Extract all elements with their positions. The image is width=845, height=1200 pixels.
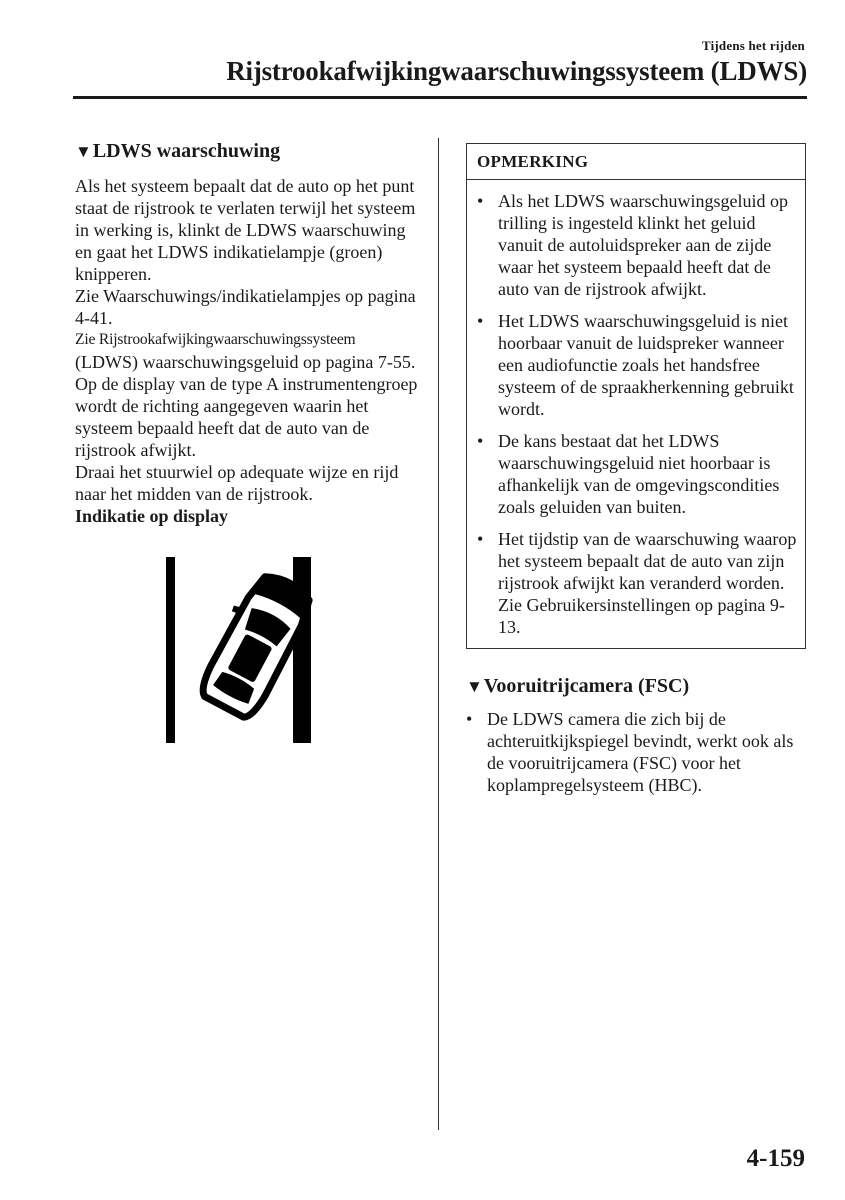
reference-indicator-lamps: Zie Waarschuwings/indikatielampjes op pagina 4-41. xyxy=(75,286,416,328)
note-item-reference: Zie Gebruikersinstellingen op pagina 9-13. xyxy=(498,595,785,637)
display-indication-subheading: Indikatie op display xyxy=(75,506,229,526)
note-item xyxy=(477,528,797,638)
right-column xyxy=(466,143,806,796)
reference-ldws-sound-line1: Zie Rijstrookafwijkingwaarschuwingssysteem xyxy=(75,331,356,348)
page-number: 4-159 xyxy=(746,1145,805,1172)
lane-departure-display-illustration xyxy=(75,557,420,757)
fsc-item xyxy=(466,708,806,796)
note-item-text: De kans bestaat dat het LDWS waarschuwingsgeluid niet hoorbaar is afhankelijk van de omgevingscondities zoals geluiden van buiten. xyxy=(498,431,780,517)
fsc-item-text: De LDWS camera die zich bij de achteruitkijkspiegel bevindt, werkt ook als de vooruitrijcamera (FSC) voor het koplampregelsysteem (HBC). xyxy=(487,709,794,795)
note-item xyxy=(477,190,797,300)
fsc-heading-text: Vooruitrijcamera (FSC) xyxy=(483,675,690,697)
steering-paragraph: Draai het stuurwiel op adequate wijze en rijd naar het midden van de rijstrook. xyxy=(75,462,399,504)
reference-ldws-sound-rest: (LDWS) waarschuwingsgeluid op pagina 7-55. xyxy=(75,352,416,372)
ldws-warning-heading-text: LDWS waarschuwing xyxy=(92,140,281,162)
column-divider xyxy=(438,138,439,1130)
section-label: Tijdens het rijden xyxy=(701,38,805,53)
note-item-text: Als het LDWS waarschuwingsgeluid op trilling is ingesteld klinkt het geluid vanuit de autoluidspreker aan de zijde waar het systeem bepaald heeft dat de auto van de rijstrook afwijkt. xyxy=(498,191,788,299)
bullet-icon: • xyxy=(466,709,473,729)
bullet-icon: • xyxy=(477,529,484,549)
bullet-icon: • xyxy=(477,431,484,451)
title-rule xyxy=(73,96,807,99)
ldws-warning-heading xyxy=(75,140,420,163)
note-item xyxy=(477,310,797,420)
display-direction-paragraph: Op de display van de type A instrumentengroep wordt de richting aangegeven waarin het systeem bepaald heeft dat de auto van de rijstrook afwijkt. xyxy=(75,374,418,460)
note-title: OPMERKING xyxy=(467,144,805,180)
left-column xyxy=(75,140,420,757)
note-item-text: Het LDWS waarschuwingsgeluid is niet hoorbaar vanuit de luidspreker wanneer een audiofunctie zoals het handsfree systeem of de spraakherkenning gebruikt wordt. xyxy=(498,311,794,419)
car-drifting-lane-icon xyxy=(75,557,420,757)
page-title: Rijstrookafwijkingwaarschuwingssysteem (LDWS) xyxy=(226,56,807,86)
bullet-icon: • xyxy=(477,311,484,331)
fsc-heading xyxy=(466,675,806,698)
note-list xyxy=(467,180,805,648)
note-item xyxy=(477,430,797,518)
fsc-list xyxy=(466,708,806,796)
triangle-marker-icon: ▼ xyxy=(466,677,483,696)
triangle-marker-icon: ▼ xyxy=(75,142,92,161)
note-box xyxy=(466,143,806,649)
intro-paragraph: Als het systeem bepaalt dat de auto op het punt staat de rijstrook te verlaten terwijl het systeem in werking is, klinkt de LDWS waarschuwing en gaat het LDWS indikatielampje (groen) knipperen. xyxy=(75,176,416,284)
note-item-text: Het tijdstip van de waarschuwing waarop het systeem bepaalt dat de auto van zijn rijstrook afwijkt kan veranderd worden. xyxy=(498,529,797,593)
bullet-icon: • xyxy=(477,191,484,211)
